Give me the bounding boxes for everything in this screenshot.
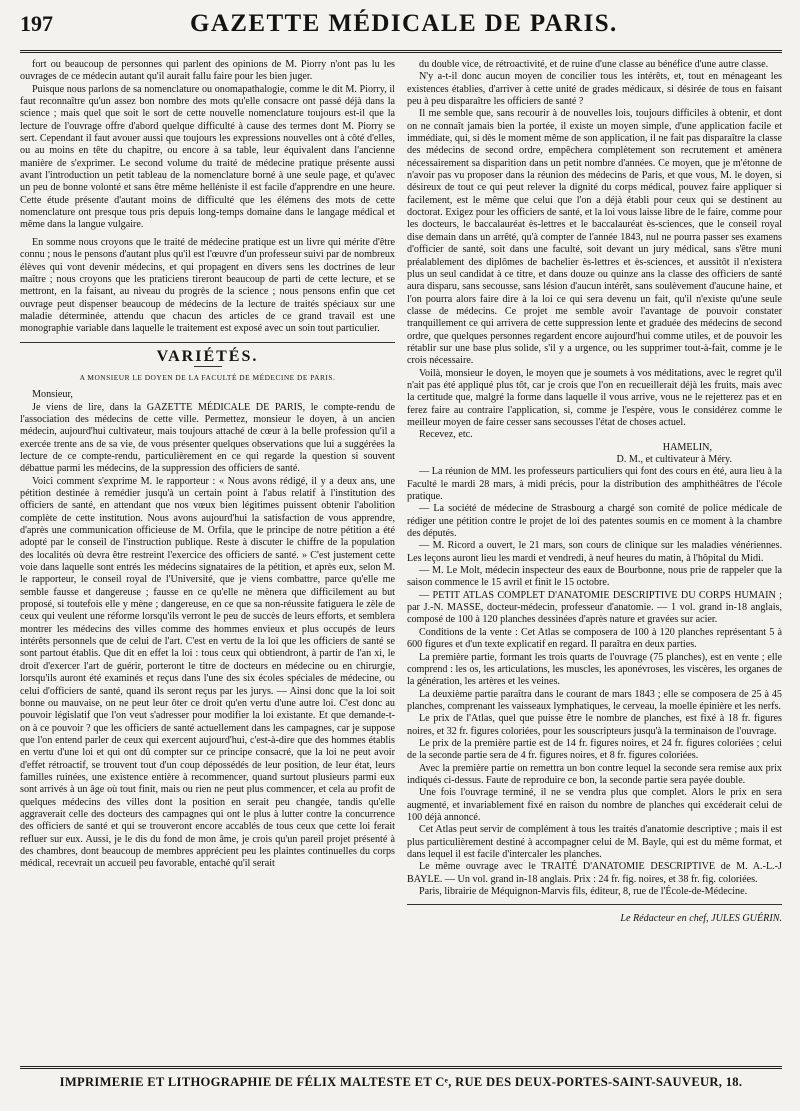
journal-title: GAZETTE MÉDICALE DE PARIS. [190,10,618,37]
news-item: Une fois l'ouvrage terminé, il ne se vendra plus que complet. Alors le prix en sera augmenté, et invariablement fixé en raison du nombre de planches qui excéderait celui de 100 déjà annoncé. [407,787,782,823]
section-divider [20,342,395,343]
letter-paragraph: Voici comment s'exprime M. le rapporteur : « Nous avons rédigé, il y a deux ans, une pétition destinée à remédier jusqu'à un certain point à l'abus relatif à l'institution des officiers de santé, en attendant que nos vœux bien légitimes puissent obtenir l'abolition complète de cette institution. Nous avons aujourd'hui la satisfaction de vous apprendre, d'après une communication officieuse de M. Orfila, que le principe de notre pétition a été adopté par le conseil de l'instruction publique. Reste à discuter le chiffre de la population des localités où devra être restreint l'exercice des officiers de santé. » C'est justement cette voie dans laquelle sont entrés les médecins signataires de la pétition, et après eux, selon M. le rapporteur, le conseil royal de l'Université, que je viens combattre, parce qu'elle me semble fausse et dangereuse ; fausse en ce qu'elle ne mènera que difficilement au but proposé, si toutefois elle y mène ; dangereuse, en ce que sa non-réussite fatiguera le zèle de ceux qui veulent une réforme lorsqu'ils verront le peu de succès de leurs efforts, et semblera montrer les médecins des villes comme des hommes envieux et plus occupés de leurs intérêts personnels que de celui de l'art. C'est en vertu de la loi que les officiers de santé se sont partout établis. Que dit en effet la loi : tous ceux qui obtiendront, à partir de l'an xi, le droit d'exercer l'art de guérir, porteront le titre de docteurs en médecine ou en chirurgie, lorsqu'ils auront été examinés et reçus dans l'une des six écoles spéciales de médecine, ou celui d'officiers de santé, quand ils seront reçus par les jurys. — Ainsi donc que la loi soit bonne ou mauvaise, on ne peut leur ôter ce droit qu'en vertu d'une autre loi. C'est donc au pouvoir législatif que l'on veut s'adresser pour modifier la loi existante. Et que demande-t-on à ce pouvoir ? que les officiers de santé actuellement dans les campagnes, car je suppose que l'on entend parler de ceux qui exercent aujourd'hui, c'est-à-dire que des hommes établis en vertu d'une loi et qui ont dû compter sur ce principe consacré, que la loi ne peut avoir d'effet rétroactif, se trouvent tout d'un coup dépossédés de leur position, de leur état, leurs familles ruinées, une existence entière à recommencer, quand surtout plusieurs parmi eux sont arrivés à un âge où tout finit, mais ou rien ne peut plus commencer, et cela au profit de quelques médecins des villes dont la position en serait peu changée, tandis qu'elle aggraverait celle des docteurs des campagnes qui ont le plus à lutter contre la concurrence des officiers de santé et qui se trouveront encore accablés de tous ceux que cette loi ferait refluer sur eux. Aussi, je le dis du fond de mon âme, je crois qu'un pareil projet présenté à des chambres, dont beaucoup de membres apprécient peu les plaintes continuelles du corps médical, recevrait un accueil peu favorable, entaché qu'il serait [20,475,395,870]
letter-paragraph: Voilà, monsieur le doyen, le moyen que je soumets à vos méditations, avec le regret qu'il n'ait pas été appliqué plus tôt, car je crois que l'on en recueillerait déjà les fruits, mais avec la certitude que, malgré la forme dans laquelle il vous arrive, vous ne le rejetterez pas et en ferez faire au contraire l'application, si, comme je l'espère, vous le considérez comme le meilleur moyen de faire cesser sans secousses l'état de choses actuel. [407,367,782,428]
news-item: Conditions de la vente : Cet Atlas se composera de 100 à 120 planches représentant 5 à 600 figures et d'un texte explicatif en regard. Il paraîtra en deux parties. [407,626,782,651]
news-item: La deuxième partie paraîtra dans le courant de mars 1843 ; elle se composera de 25 à 45 planches, comprenant les vaisseaux lymphatiques, le cerveau, la moelle épinière et les nerfs. [407,688,782,712]
news-item: Le prix de la première partie est de 14 fr. figures noires, et 24 fr. figures coloriées ; celui de la seconde partie sera de 4 fr. figures noires, et 8 fr. figures coloriées. [407,737,782,762]
printer-imprint: IMPRIMERIE ET LITHOGRAPHIE DE FÉLIX MALTESTE ET Cᵉ, RUE DES DEUX-PORTES-SAINT-SAUVEUR, 18. [20,1066,782,1090]
letter-heading: A MONSIEUR LE DOYEN DE LA FACULTÉ DE MÉDECINE DE PARIS. [79,372,336,382]
salutation: Monsieur, [32,389,73,401]
article-paragraph: Puisque nous parlons de sa nomenclature ou onomapathalogie, comme le dit M. Piorry, il faut reconnaître qu'un assez bon nombre des mots qu'elle consacre ont passé déjà dans la science ; mais quel que soit le sort de cette nouvelle nomenclature toujours est-il que la lecture de l'ouvrage offre d'abord quelque difficulté à cause des termes dont M. Piorry se sert. Cependant il faut avouer aussi que toujours les expressions nouvelles ont à côté d'elles, ou au moins en tête du chapitre, ou encore à sa table, leur équivalent dans l'ancienne manière de s'exprimer. Le second volume du traité de médecine pratique présente aussi avant l'introduction un petit tableau de la nomenclature borné à une seule page, et qu'avec un peu de bonne volonté et sans être même helléniste il est facile d'apprendre en une heure. Cette étude présente d'autant moins de difficulté que les élémens des mots de cette nomenclature ont presque tous pris depuis long-temps domaine dans le langage médical et même dans la langue vulgaire. [20,83,395,231]
letter-paragraph: Je viens de lire, dans la GAZETTE MÉDICALE DE PARIS, le compte-rendu de l'association des médecins de cette ville. Permettez, monsieur le doyen, à un ancien médecin, aujourd'hui cultivateur, mais toujours attaché de cœur à la belle profession qu'il a exercée trente ans de sa vie, de vous présenter quelques observations que lui a suggérées la lecture de ce compte-rendu, particulièrement en ce qui regarde la question si souvent débattue parmi les médecins, de la suppression des officiers de santé. [20,401,395,475]
news-item: — M. Le Molt, médecin inspecteur des eaux de Bourbonne, nous prie de rappeler que la saison commence le 15 avril et finit le 15 octobre. [407,565,782,589]
news-item: Le prix de l'Atlas, quel que puisse être le nombre de planches, est fixé à 18 fr. figures noires, et 32 fr. figures coloriées, pour les souscripteurs jusqu'à la terminaison de l'ouvrage. [407,713,782,737]
section-title: VARIÉTÉS. [156,347,259,365]
editor-divider [407,904,782,905]
news-item: Paris, librairie de Méquignon-Marvis fils, éditeur, 8, rue de l'École-de-Médecine. [419,886,748,898]
page-number: 197 [20,11,53,36]
news-item: Avec la première partie on remettra un bon contre lequel la seconde sera remise aux prix indiqués ci-dessus. Faute de reproduire ce bon, la seconde partie sera payée double. [407,762,782,786]
columns [20,59,782,1051]
news-item: — La réunion de MM. les professeurs particuliers qui font des cours en été, aura lieu à la Faculté le mardi 28 mars, à midi précis, pour la distribution des amphithéâtres de l'école pratique. [407,466,782,503]
news-item: — PETIT ATLAS COMPLET D'ANATOMIE DESCRIPTIVE DU CORPS HUMAIN ; par J.-N. MASSE, docteur-médecin, professeur d'anatomie. — 1 vol. grand in-18 anglais, composé de 100 à 120 planches dessinées d'après nature et gravées sur acier. [407,589,782,626]
article-paragraph: En somme nous croyons que le traité de médecine pratique est un livre qui mérite d'être connu ; nous le pensons d'autant plus qu'il est l'œuvre d'un professeur suivi par de nombreux élèves qui vont devenir médecins, et qui propagent en divers sens les doctrines de leur maître ; nous croyons que les praticiens tireront beaucoup de parti de cette lecture, et se mettront, en la faisant, au niveau du progrès de la science ; nous pensons enfin que cet ouvrage peut dispenser beaucoup de médecins de la lecture de traités spéciaux sur une maladie déterminée, attendu que chacun des articles de ce grand travail est une monographie variable dans laquelle le traitement est exposé avec un soin tout particulier. [20,236,395,335]
news-item: — La société de médecine de Strasbourg a chargé son comité de police médicale de rédiger une pétition contre le projet de loi des patentes soumis en ce moment à la chambre des députés. [407,503,782,540]
right-column [407,59,782,1051]
signature-title: D. M., et cultivateur à Méry. [616,454,732,465]
news-item: La première partie, formant les trois quarts de l'ouvrage (75 planches), est en vente ; elle comprend : les os, les articulations, les muscles, les aponévroses, les viscères, les organes de la génération, les artères et les veines. [407,651,782,688]
letter-paragraph: N'y a-t-il donc aucun moyen de concilier tous les intérêts, et, tout en ménageant les existences établies, d'arriver à cette unité de grades médicaux, si désirée de tous en faisant peu à peu disparaître les officiers de santé ? [407,71,782,108]
letter-paragraph: du double vice, de rétroactivité, et de ruine d'une classe au bénéfice d'une autre classe. [419,59,769,70]
news-item: Cet Atlas peut servir de complément à tous les traités d'anatomie descriptive ; mais il est plus particulièrement destiné à accompagner celui de M. Bayle, qui est du même format, et dans lequel il est facile d'intercaler les planches. [407,824,782,860]
editor-signature: Le Rédacteur en chef, JULES GUÉRIN. [620,913,782,925]
letter-paragraph: Il me semble que, sans recourir à de nouvelles lois, toujours difficiles à obtenir, et dont on ne connaît jamais bien la portée, il existe un moyen simple, d'une application facile et immédiate, qui, si dès le moment même de son application, il ne fait pas disparaître la classe des médecins de second ordre, empêchera complètement son recrutement et amènera nécessairement sa disparition dans un petit nombre d'années. Ce moyen, que je m'étonne de n'avoir pas vu proposer dans la réunion des médecins de Paris, et que vous, M. le doyen, si désireux de tout ce qui peut relever la dignité du corps médical, pouvez faire appliquer si facilement, est le même que celui que l'on a déjà établi pour ceux qui se destinent au doctorat. Exigez pour les officiers de santé, et la loi vous laisse libre de le faire, comme pour les docteurs, le baccalauréat ès-lettres et le baccalauréat ès-sciences, que le conseil royal dise demain dans un arrêté, qu'à compter de l'année 1843, nul ne pourra passer ses examens d'officier de santé, soit dans une faculté, soit devant un jury médical, sans s'être muni préalablement des diplômes de bachelier ès-lettres et ès-sciences, et aussitôt il n'existera plus un seul candidat à ce titre, et dans douze ou quinze ans la classe des officiers de santé aura disparu, sans secousse, sans lésion d'aucun intérêt, sans soulèvement d'aucune haine, et l'on pourra alors faire dire à la loi ce qui sera devenu un fait, qu'il n'existe qu'une seule classe de médecins. Ce projet me semble avoir l'avantage de pouvoir constater tranquillement ce qui arrivera de cette suppression lente et graduée des médecins de second ordre, que quelques personnes regardent encore aujourd'hui comme utiles, et de pouvoir les rétablir sur une base plus solide, s'il y a urgence, ou les supprimer tout-à-fait, comme je le crois nécessaire. [407,108,782,367]
article-paragraph: fort ou beaucoup de personnes qui parlent des opinions de M. Piorry n'ont pas lu les ouvrages de ce médecin autant qu'il aurait fallu faire pour les bien juger. [20,59,395,83]
masthead [20,10,782,53]
news-item: Le même ouvrage avec le TRAITÉ D'ANATOMIE DESCRIPTIVE de M. A.-L.-J BAYLE. — Un vol. grand in-18 anglais. Prix : 24 fr. fig. noires, et 38 fr. fig. coloriées. [407,861,782,885]
signature-name: HAMELIN, [662,441,712,453]
left-column [20,59,395,1051]
title-rule [194,366,222,367]
letter-closing: Recevez, etc. [419,429,473,441]
news-item: — M. Ricord a ouvert, le 21 mars, son cours de clinique sur les maladies vénériennes. Les leçons auront lieu les mardi et vendredi, à neuf heures du matin, à l'hôpital du Midi. [407,540,782,564]
